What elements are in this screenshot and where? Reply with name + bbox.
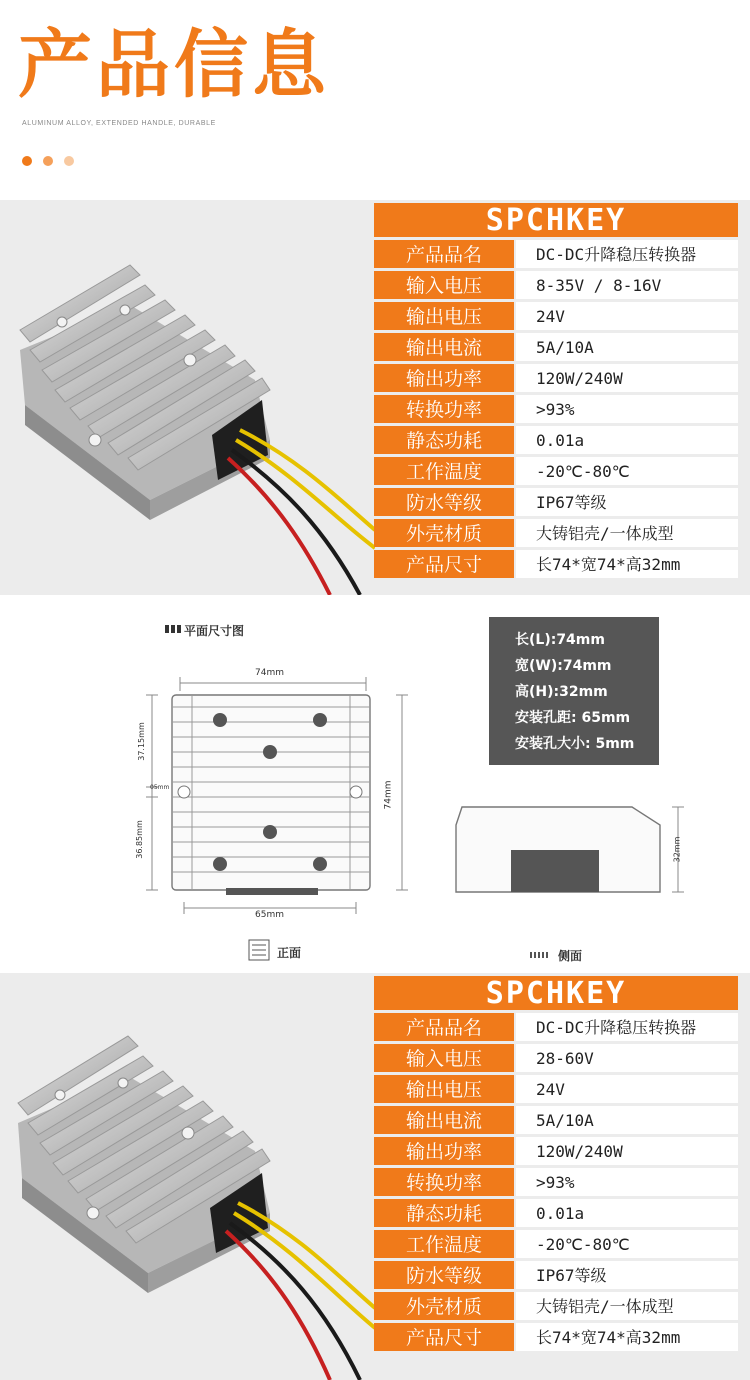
spec-value: 大铸铝壳/一体成型: [516, 519, 738, 547]
spec-label: 静态功耗: [374, 426, 514, 454]
spec-value: -20℃-80℃: [516, 1230, 738, 1258]
spec-label: 产品尺寸: [374, 550, 514, 578]
spec-value: IP67等级: [516, 1261, 738, 1289]
spec-row: [374, 1230, 738, 1258]
dot-3: [64, 156, 74, 166]
spec-row: [374, 1106, 738, 1134]
spec-label: 静态功耗: [374, 1199, 514, 1227]
spec-value: 5A/10A: [516, 333, 738, 361]
spec-row: [374, 1292, 738, 1320]
dim-hole-distance: 安装孔距: 65mm: [515, 710, 631, 726]
dim-hole-spacing: 65mm: [255, 910, 284, 920]
spec-label: 转换功率: [374, 1168, 514, 1196]
spec-row: [374, 457, 738, 485]
spec-row: [374, 426, 738, 454]
dim-left-mid: 05mm: [150, 784, 170, 791]
spec-value: 120W/240W: [516, 364, 738, 392]
dim-side-height: 32mm: [672, 836, 682, 863]
spec-value: 28-60V: [516, 1044, 738, 1072]
spec-row: [374, 302, 738, 330]
spec-label: 输出电压: [374, 302, 514, 330]
spec-label: 输出电流: [374, 1106, 514, 1134]
spec-value: 24V: [516, 1075, 738, 1103]
spec-label: 转换功率: [374, 395, 514, 423]
spec-label: 输入电压: [374, 1044, 514, 1072]
spec-label: 产品品名: [374, 240, 514, 268]
spec-value: 120W/240W: [516, 1137, 738, 1165]
brand-header: SPCHKEY: [374, 203, 738, 237]
spec-row: [374, 1137, 738, 1165]
spec-row: [374, 1013, 738, 1041]
spec-value: IP67等级: [516, 488, 738, 516]
dim-width: 宽(W):74mm: [515, 658, 612, 674]
spec-label: 输出功率: [374, 1137, 514, 1165]
spec-row: [374, 364, 738, 392]
spec-label: 产品品名: [374, 1013, 514, 1041]
spec-value: >93%: [516, 395, 738, 423]
spec-label: 外壳材质: [374, 1292, 514, 1320]
spec-row: [374, 240, 738, 268]
spec-section-1: [0, 200, 750, 595]
page-subtitle: ALUMINUM ALLOY, EXTENDED HANDLE, DURABLE: [22, 120, 216, 127]
spec-value: 5A/10A: [516, 1106, 738, 1134]
spec-label: 外壳材质: [374, 519, 514, 547]
dot-2: [43, 156, 53, 166]
spec-value: DC-DC升降稳压转换器: [516, 240, 738, 268]
spec-label: 产品尺寸: [374, 1323, 514, 1351]
spec-row: [374, 1168, 738, 1196]
product-image: [0, 973, 375, 1380]
spec-row: [374, 1075, 738, 1103]
spec-row: [374, 519, 738, 547]
product-image: [0, 200, 375, 595]
spec-value: 0.01a: [516, 426, 738, 454]
side-view-icon: [530, 952, 548, 958]
side-label: 侧面: [558, 949, 583, 963]
spec-label: 输出电流: [374, 333, 514, 361]
spec-row: [374, 1199, 738, 1227]
front-label: 正面: [277, 946, 302, 960]
dot-1: [22, 156, 32, 166]
spec-row: [374, 395, 738, 423]
decorative-dots: [22, 151, 80, 170]
spec-label: 输入电压: [374, 271, 514, 299]
header-banner: [0, 0, 750, 200]
spec-label: 防水等级: [374, 1261, 514, 1289]
spec-value: >93%: [516, 1168, 738, 1196]
spec-row: [374, 271, 738, 299]
spec-label: 工作温度: [374, 1230, 514, 1258]
spec-value: DC-DC升降稳压转换器: [516, 1013, 738, 1041]
spec-value: 长74*宽74*高32mm: [516, 1323, 738, 1351]
spec-row: [374, 1044, 738, 1072]
plan-icon: [165, 625, 181, 633]
plan-title: 平面尺寸图: [184, 624, 245, 638]
front-view-icon: [249, 940, 269, 960]
spec-row: [374, 333, 738, 361]
spec-row: [374, 488, 738, 516]
spec-row: [374, 550, 738, 578]
spec-value: -20℃-80℃: [516, 457, 738, 485]
spec-section-2: [0, 973, 750, 1380]
dim-height: 高(H):32mm: [515, 684, 608, 700]
dim-hole-size: 安装孔大小: 5mm: [515, 736, 635, 752]
dim-width-top: 74mm: [255, 668, 284, 678]
spec-value: 0.01a: [516, 1199, 738, 1227]
spec-label: 工作温度: [374, 457, 514, 485]
spec-label: 输出功率: [374, 364, 514, 392]
spec-value: 大铸铝壳/一体成型: [516, 1292, 738, 1320]
spec-table-2: [374, 976, 738, 1351]
dim-left-top: 37.15mm: [136, 722, 146, 761]
spec-label: 输出电压: [374, 1075, 514, 1103]
page-title: 产品信息: [18, 22, 330, 108]
brand-header: SPCHKEY: [374, 976, 738, 1010]
spec-value: 24V: [516, 302, 738, 330]
dim-left-bottom: 36.85mm: [134, 820, 144, 859]
spec-value: 长74*宽74*高32mm: [516, 550, 738, 578]
dimension-info-box: [489, 617, 659, 765]
spec-table-1: [374, 203, 738, 578]
spec-label: 防水等级: [374, 488, 514, 516]
spec-row: [374, 1323, 738, 1351]
spec-value: 8-35V / 8-16V: [516, 271, 738, 299]
dim-height-right: 74mm: [383, 780, 394, 810]
spec-row: [374, 1261, 738, 1289]
dim-length: 长(L):74mm: [515, 632, 605, 648]
